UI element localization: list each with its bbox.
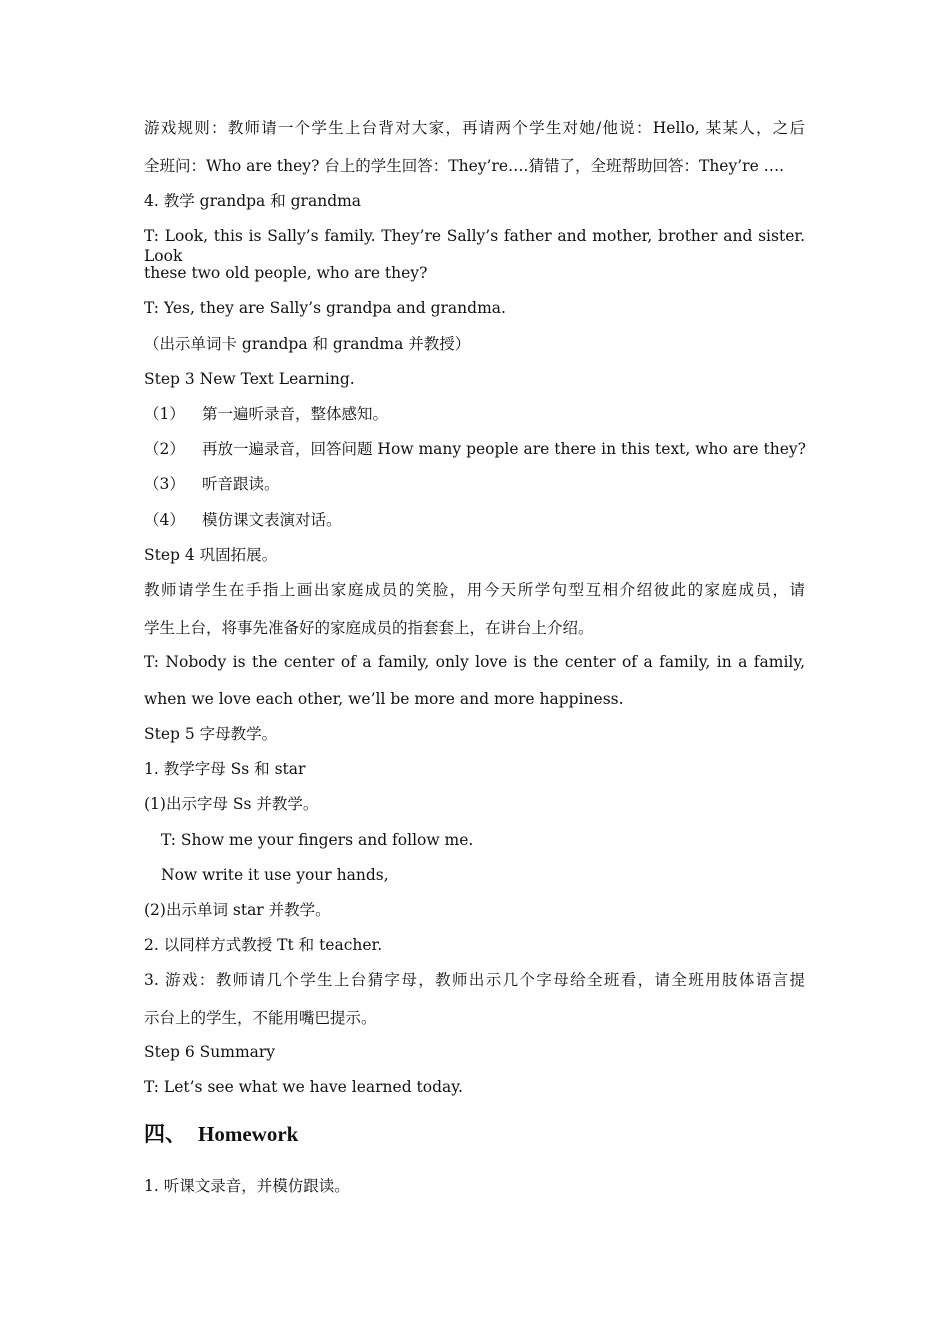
dialogue-line-3: T: Yes, they are Sally’s grandpa and grandma.	[144, 299, 506, 317]
item-text: 模仿课文表演对话。	[202, 511, 342, 529]
homework-item-1: 1. 听课文录音，并模仿跟读。	[144, 1177, 350, 1195]
letter-ss-step-1: (1)出示字母 Ss 并教学。	[144, 795, 319, 813]
step-3-item-2	[144, 439, 806, 459]
step-3-title: Step 3 New Text Learning.	[144, 370, 355, 388]
item-text: 再放一遍录音，回答问题 How many people are there in this text, who are they?	[202, 440, 806, 458]
dialogue-line-1: T: Look, this is Sally’s family. They’re Sally’s father and mother, brother and sister. Look	[144, 227, 805, 265]
item-number: （2）	[144, 440, 185, 458]
letter-tt-line: 2. 以同样方式教授 Tt 和 teacher.	[144, 936, 383, 954]
dialogue-line-2: these two old people, who are they?	[144, 264, 428, 282]
love-quote-line-1: T: Nobody is the center of a family, only love is the center of a family, in a family,	[144, 653, 805, 671]
homework-heading	[144, 1121, 298, 1147]
game-rules-line-1: 游戏规则：教师请一个学生上台背对大家，再请两个学生对她/他说：Hello, 某某人，之后	[144, 119, 805, 137]
write-instruction: Now write it use your hands,	[161, 866, 389, 884]
letter-ss-title: 1. 教学字母 Ss 和 star	[144, 760, 306, 778]
step-3-item-1	[144, 404, 388, 424]
item-number: （4）	[144, 511, 185, 529]
letter-game-line-2: 示台上的学生，不能用嘴巴提示。	[144, 1009, 377, 1027]
step-5-title: Step 5 字母教学。	[144, 725, 278, 743]
item-text: 听音跟读。	[202, 475, 280, 493]
step-6-title: Step 6 Summary	[144, 1043, 276, 1061]
letter-game-line-1: 3. 游戏：教师请几个学生上台猜字母，教师出示几个字母给全班看，请全班用肢体语言提	[144, 971, 805, 989]
step-4-title: Step 4 巩固拓展。	[144, 546, 278, 564]
game-rules-line-2: 全班问：Who are they? 台上的学生回答：They’re….猜错了，全班帮助回答：They’re ….	[144, 157, 785, 175]
fingers-instruction: T: Show me your fingers and follow me.	[161, 831, 474, 849]
step-4-text-line-1: 教师请学生在手指上画出家庭成员的笑脸，用今天所学句型互相介绍彼此的家庭成员，请	[144, 581, 805, 599]
word-card-note: （出示单词卡 grandpa 和 grandma 并教授）	[144, 335, 471, 353]
section-number: 四、	[144, 1122, 186, 1146]
item-number: （3）	[144, 475, 185, 493]
item-number: （1）	[144, 405, 185, 423]
item-text: 第一遍听录音，整体感知。	[202, 405, 389, 423]
step-3-item-3	[144, 474, 280, 494]
summary-line: T: Let’s see what we have learned today.	[144, 1078, 463, 1096]
word-star-step: (2)出示单词 star 并教学。	[144, 901, 331, 919]
love-quote-line-2: when we love each other, we’ll be more and more happiness.	[144, 690, 624, 708]
step-3-item-4	[144, 510, 342, 530]
step-4-text-line-2: 学生上台，将事先准备好的家庭成员的指套套上，在讲台上介绍。	[144, 619, 594, 637]
section-title: Homework	[198, 1122, 299, 1146]
teach-grandpa-title: 4. 教学 grandpa 和 grandma	[144, 192, 362, 210]
